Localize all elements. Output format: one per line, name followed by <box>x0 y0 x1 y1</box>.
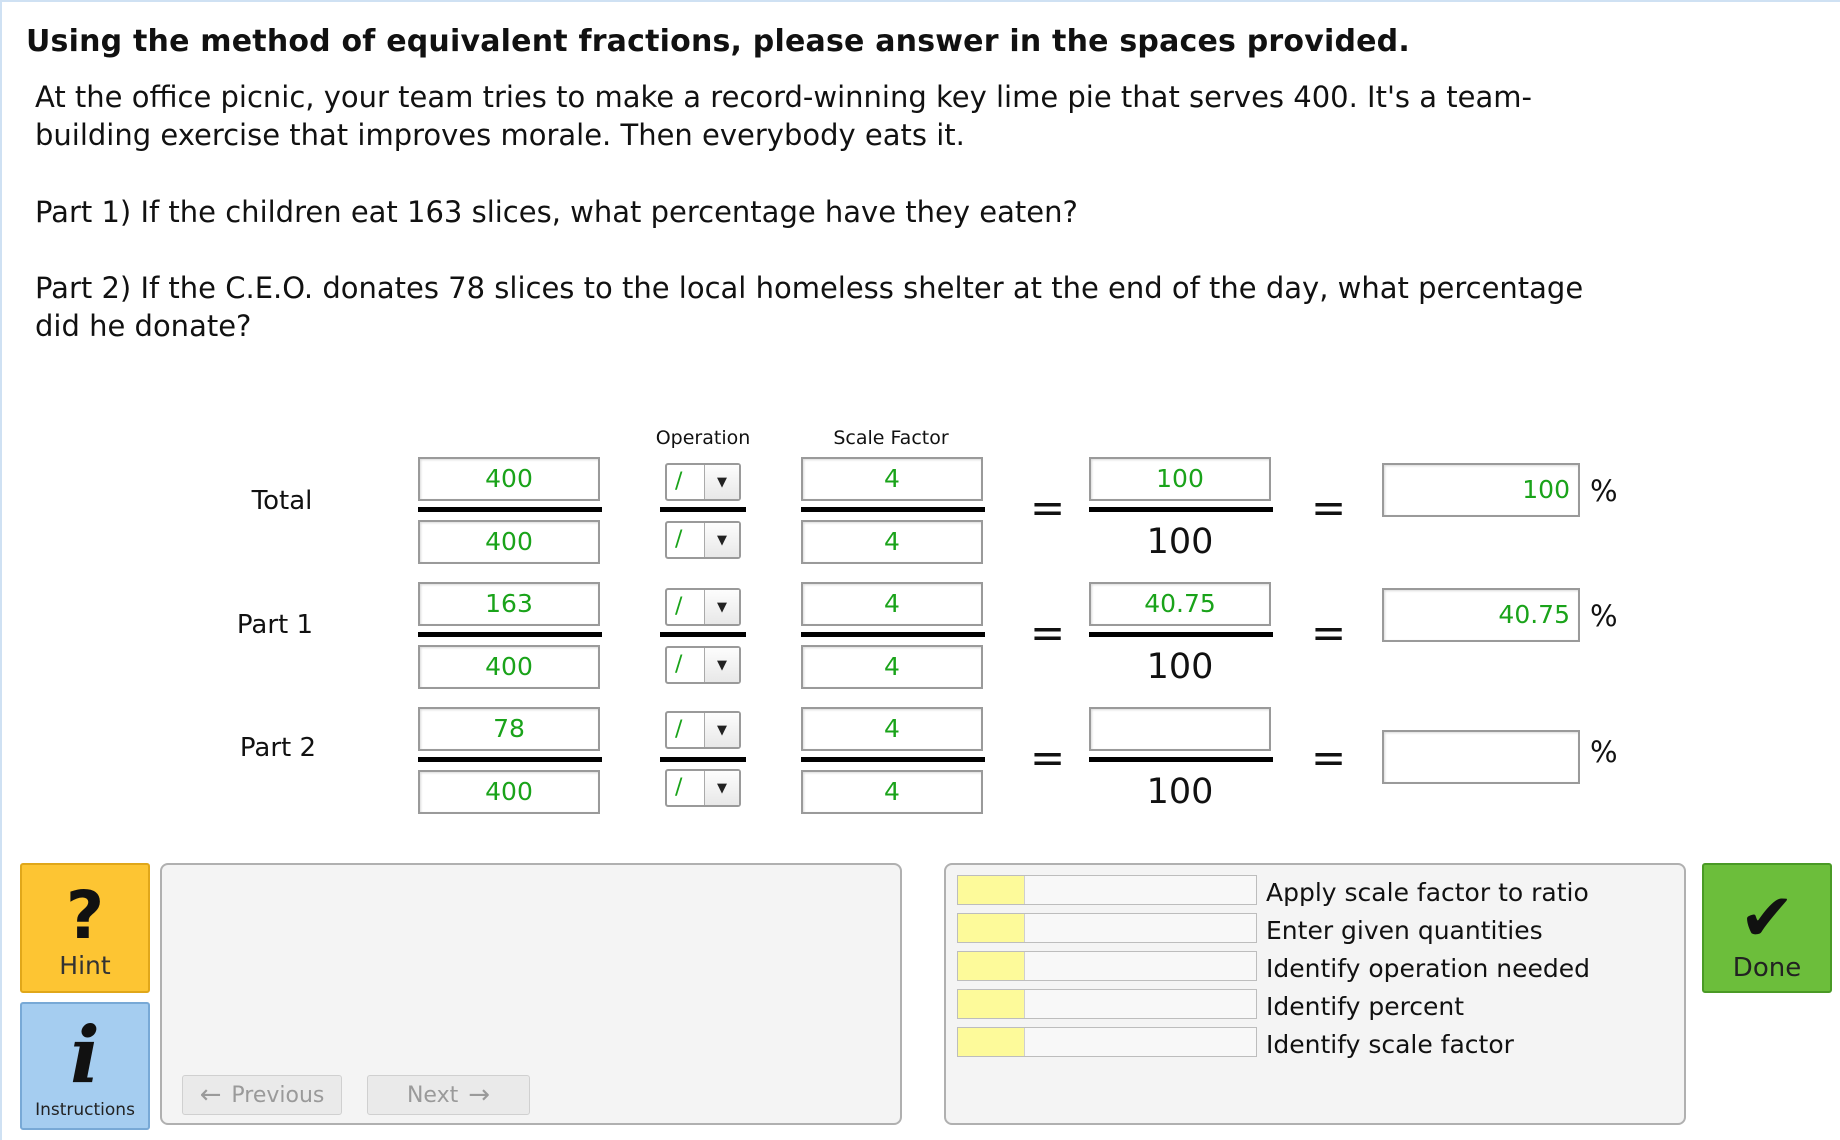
skill-label: Identify scale factor <box>1266 1030 1514 1059</box>
dropdown-arrow-icon[interactable]: ▼ <box>704 648 739 682</box>
row-label: Part 1 <box>236 610 314 640</box>
dropdown-arrow-icon[interactable]: ▼ <box>704 590 739 624</box>
denominator-input[interactable]: 400 <box>418 770 600 814</box>
fraction-bar <box>418 632 602 637</box>
skill-meter-fill <box>958 876 1025 904</box>
equals-sign: = <box>1030 733 1066 782</box>
numerator-input[interactable]: 78 <box>418 707 600 751</box>
operation-select-top[interactable] <box>665 588 741 626</box>
fraction-bar <box>660 507 746 512</box>
problem-part1: Part 1) If the children eat 163 slices, what percentage have they eaten? <box>35 195 1078 229</box>
info-icon: i <box>70 1010 100 1101</box>
fraction-bar <box>801 507 985 512</box>
percent-input[interactable]: 40.75 <box>1382 588 1580 642</box>
skill-label: Enter given quantities <box>1266 916 1543 945</box>
denominator-input[interactable]: 400 <box>418 645 600 689</box>
next-button[interactable] <box>367 1075 530 1115</box>
percent-sign: % <box>1590 599 1618 633</box>
skill-meter <box>957 951 1257 981</box>
skill-meter-fill <box>958 952 1025 980</box>
result-denominator: 100 <box>1146 522 1214 562</box>
instructions-label: Instructions <box>35 1100 135 1120</box>
next-label: Next <box>406 1082 459 1108</box>
skill-meter <box>957 1027 1257 1057</box>
operation-select-top[interactable] <box>665 711 741 749</box>
hint-button[interactable] <box>20 863 150 993</box>
fraction-bar <box>418 757 602 762</box>
skill-meter-fill <box>958 914 1025 942</box>
equals-sign: = <box>1030 608 1066 657</box>
skill-label: Identify operation needed <box>1266 954 1591 983</box>
fraction-bar <box>1089 632 1273 637</box>
operation-select-top[interactable] <box>665 463 741 501</box>
fraction-bar <box>660 632 746 637</box>
result-denominator: 100 <box>1146 647 1214 687</box>
operation-column-header: Operation <box>655 427 751 449</box>
skill-label: Identify percent <box>1266 992 1465 1021</box>
scale-factor-input-bottom[interactable]: 4 <box>801 645 983 689</box>
scale-factor-input-top[interactable]: 4 <box>801 457 983 501</box>
dropdown-arrow-icon[interactable]: ▼ <box>704 713 739 747</box>
problem-part2: Part 2) If the C.E.O. donates 78 slices to the local homeless shelter at the end of the day, what percentage did he donate? <box>35 271 1584 343</box>
left-arrow-icon: ← <box>199 1080 222 1110</box>
dropdown-arrow-icon[interactable]: ▼ <box>704 465 739 499</box>
fraction-bar <box>1089 507 1273 512</box>
skill-meter <box>957 989 1257 1019</box>
previous-label: Previous <box>231 1082 325 1108</box>
scale-factor-input-top[interactable]: 4 <box>801 707 983 751</box>
percent-input[interactable]: 100 <box>1382 463 1580 517</box>
instructions-heading: Using the method of equivalent fractions, please answer in the spaces provided. <box>26 24 1410 59</box>
numerator-input[interactable]: 163 <box>418 582 600 626</box>
numerator-input[interactable]: 400 <box>418 457 600 501</box>
equals-sign: = <box>1311 608 1347 657</box>
row-label: Total <box>251 486 313 516</box>
percent-input[interactable] <box>1382 730 1580 784</box>
operation-value: / <box>675 469 683 494</box>
skill-meter <box>957 875 1257 905</box>
operation-value: / <box>675 594 683 619</box>
checkmark-icon: ✔ <box>1739 879 1795 956</box>
operation-value: / <box>675 717 683 742</box>
previous-button[interactable] <box>182 1075 342 1115</box>
skill-meter-fill <box>958 1028 1025 1056</box>
equals-sign: = <box>1030 483 1066 532</box>
equals-sign: = <box>1311 733 1347 782</box>
done-label: Done <box>1732 953 1802 983</box>
scale-factor-input-top[interactable]: 4 <box>801 582 983 626</box>
skill-meter <box>957 913 1257 943</box>
skill-meter-fill <box>958 990 1025 1018</box>
result-denominator: 100 <box>1146 772 1214 812</box>
result-numerator-input[interactable]: 100 <box>1089 457 1271 501</box>
operation-select-bottom[interactable] <box>665 646 741 684</box>
problem-intro: At the office picnic, your team tries to make a record-winning key lime pie that serves 400. It's a team-building exercise that improves morale. Then everybody eats it. <box>35 80 1532 152</box>
operation-select-bottom[interactable] <box>665 521 741 559</box>
skill-label: Apply scale factor to ratio <box>1266 878 1589 907</box>
operation-value: / <box>675 775 683 800</box>
percent-sign: % <box>1590 474 1618 508</box>
right-arrow-icon: → <box>468 1080 491 1110</box>
result-numerator-input[interactable] <box>1089 707 1271 751</box>
hint-label: Hint <box>59 951 111 980</box>
scale-factor-input-bottom[interactable]: 4 <box>801 520 983 564</box>
dropdown-arrow-icon[interactable]: ▼ <box>704 523 739 557</box>
fraction-bar <box>1089 757 1273 762</box>
hint-message-panel <box>160 863 902 1125</box>
operation-value: / <box>675 652 683 677</box>
operation-value: / <box>675 527 683 552</box>
instructions-button[interactable] <box>20 1002 150 1130</box>
scale-factor-input-bottom[interactable]: 4 <box>801 770 983 814</box>
fraction-bar <box>801 757 985 762</box>
equals-sign: = <box>1311 483 1347 532</box>
percent-sign: % <box>1590 735 1618 769</box>
fraction-bar <box>801 632 985 637</box>
result-numerator-input[interactable]: 40.75 <box>1089 582 1271 626</box>
row-label: Part 2 <box>239 733 317 763</box>
operation-select-bottom[interactable] <box>665 769 741 807</box>
denominator-input[interactable]: 400 <box>418 520 600 564</box>
dropdown-arrow-icon[interactable]: ▼ <box>704 771 739 805</box>
fraction-bar <box>418 507 602 512</box>
scale-factor-column-header: Scale Factor <box>833 427 949 449</box>
done-button[interactable] <box>1702 863 1832 993</box>
fraction-bar <box>660 757 746 762</box>
question-mark-icon: ? <box>65 877 105 954</box>
